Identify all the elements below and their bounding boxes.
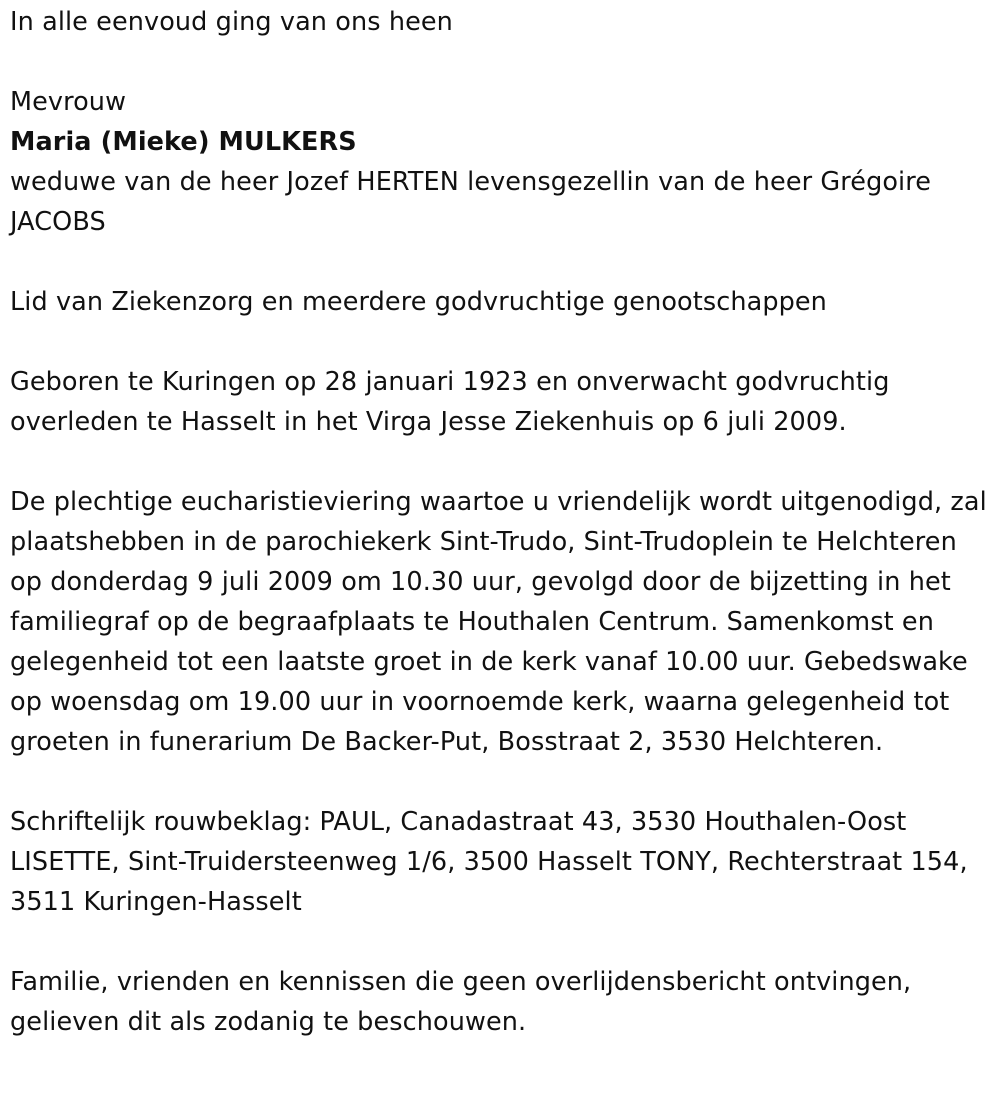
death-notice bbox=[10, 2, 990, 1042]
membership-text: Lid van Ziekenzorg en meerdere godvruchtige genootschappen bbox=[10, 287, 827, 317]
ceremony-paragraph: De plechtige eucharistieviering waartoe u vriendelijk wordt uitgenodigd, zal plaatshebben in de parochiekerk Sint-Trudo, Sint-Trudoplein te Helchteren op donderdag 9 juli 2009 om 10.30 uur, gevolgd door de bijzetting in het familiegraf op de begraafplaats te Houthalen Centrum. Samenkomst en gelegenheid tot een laatste groet in de kerk vanaf 10.00 uur. Gebedswake op woensdag om 19.00 uur in voornoemde kerk, waarna gelegenheid tot groeten in funerarium De Backer-Put, Bosstraat 2, 3530 Helchteren. bbox=[10, 487, 987, 757]
spacer bbox=[10, 922, 990, 962]
spacer bbox=[10, 322, 990, 362]
deceased-name: Maria (Mieke) MULKERS bbox=[10, 127, 357, 157]
spacer bbox=[10, 242, 990, 282]
salutation: Mevrouw bbox=[10, 87, 127, 117]
spacer bbox=[10, 42, 990, 82]
spacer bbox=[10, 442, 990, 482]
relation-text: weduwe van de heer Jozef HERTEN levensgezellin van de heer Grégoire JACOBS bbox=[10, 167, 932, 237]
closing-paragraph: Familie, vrienden en kennissen die geen overlijdensbericht ontvingen, gelieven dit als zodanig te beschouwen. bbox=[10, 967, 912, 1037]
condolence-paragraph: Schriftelijk rouwbeklag: PAUL, Canadastraat 43, 3530 Houthalen-Oost LISETTE, Sint-Truidersteenweg 1/6, 3500 Hasselt TONY, Rechterstraat 154, 3511 Kuringen-Hasselt bbox=[10, 807, 968, 917]
spacer bbox=[10, 762, 990, 802]
birth-death-paragraph: Geboren te Kuringen op 28 januari 1923 en onverwacht godvruchtig overleden te Hasselt in het Virga Jesse Ziekenhuis op 6 juli 2009. bbox=[10, 367, 890, 437]
intro-line: In alle eenvoud ging van ons heen bbox=[10, 7, 453, 37]
